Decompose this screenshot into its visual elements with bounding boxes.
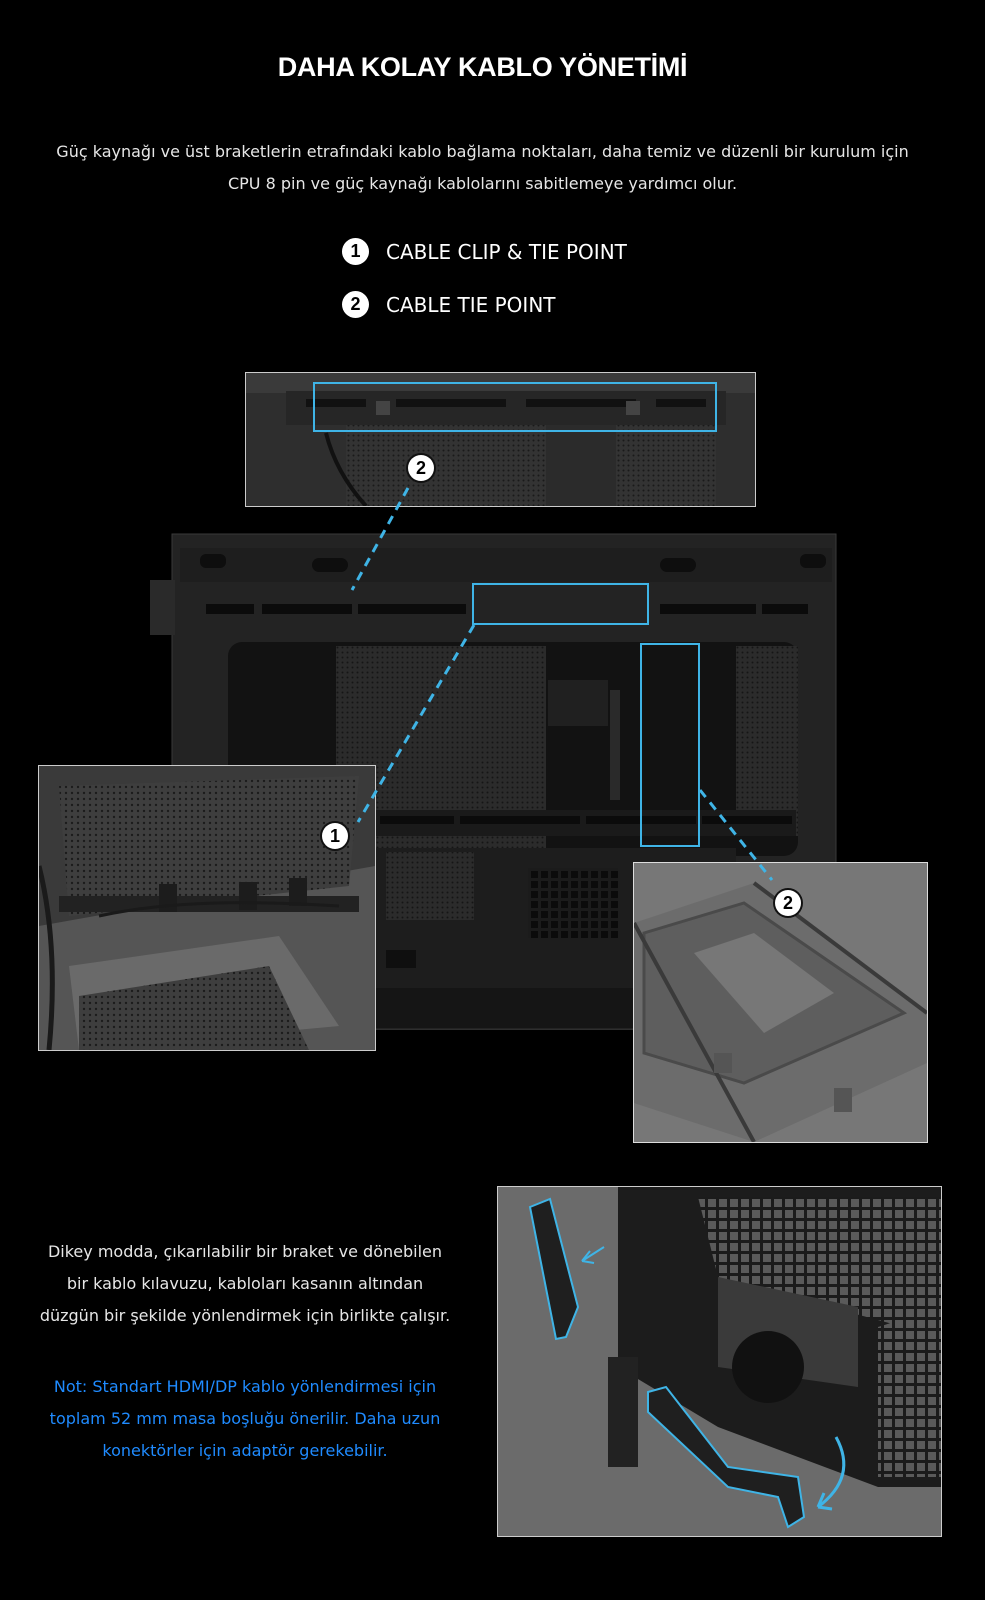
intro-line-2: CPU 8 pin ve güç kaynağı kablolarını sabitlemeye yardımcı olur.	[227, 174, 738, 193]
description-line-3: düzgün bir şekilde yönlendirmek için birlikte çalışır.	[39, 1306, 451, 1325]
note-line-1: Not: Standart HDMI/DP kablo yönlendirmesi için	[53, 1377, 437, 1396]
note-line-2: toplam 52 mm masa boşluğu önerilir. Daha uzun	[49, 1409, 441, 1428]
note-line-3: konektörler için adaptör gerekebilir.	[102, 1441, 388, 1460]
highlight-box-right	[641, 644, 699, 846]
legend-label-1: CABLE CLIP & TIE POINT	[386, 239, 627, 264]
legend-number-2: 2	[342, 291, 369, 318]
description-line-2: bir kablo kılavuzu, kabloları kasanın altından	[66, 1274, 424, 1293]
callout-badge-top: 2	[408, 455, 434, 481]
note-text	[20, 1371, 470, 1467]
connector-line-left	[358, 625, 474, 822]
legend-label-2: CABLE TIE POINT	[386, 292, 556, 317]
connector-line-right	[700, 790, 772, 880]
callout-badge-left: 1	[322, 823, 348, 849]
highlight-box-top	[473, 584, 648, 624]
vertical-mode-description	[20, 1236, 470, 1332]
intro-line-1: Güç kaynağı ve üst braketlerin etrafındaki kablo bağlama noktaları, daha temiz ve düzenli bir kurulum için	[56, 142, 909, 161]
bracket-photo	[497, 1186, 942, 1537]
legend-number-1: 1	[342, 238, 369, 265]
callout-badge-right: 2	[775, 890, 801, 916]
page-title: DAHA KOLAY KABLO YÖNETİMİ	[277, 52, 688, 82]
description-line-1: Dikey modda, çıkarılabilir bir braket ve dönebilen	[47, 1242, 443, 1261]
connector-line-top	[352, 488, 408, 590]
